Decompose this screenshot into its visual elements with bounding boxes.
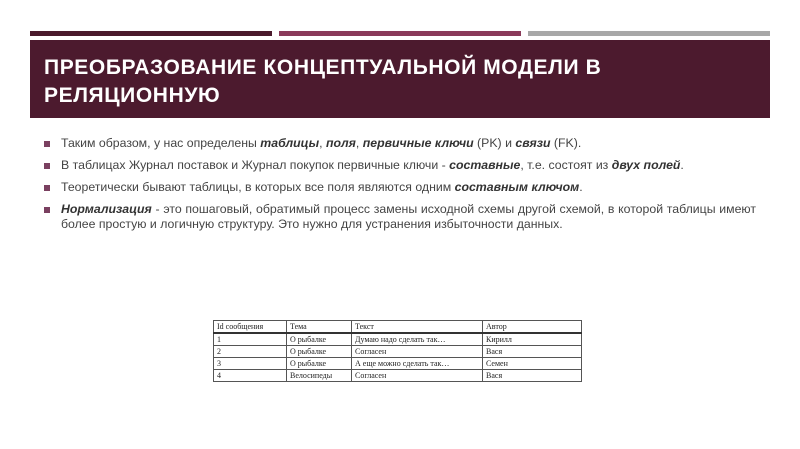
bullet-marker-icon [44, 185, 50, 191]
cell-author: Семен [483, 358, 582, 370]
bullet-list [44, 136, 756, 239]
cell-text: А еще можно сделать так… [352, 358, 483, 370]
emphasized-term: составные [449, 158, 521, 172]
column-header-topic: Тема [287, 321, 352, 334]
column-header-author: Автор [483, 321, 582, 334]
title-band [30, 40, 770, 118]
accent-bar-1 [30, 31, 272, 36]
table-header-row [214, 321, 582, 334]
cell-author: Вася [483, 346, 582, 358]
emphasized-term: связи [515, 136, 551, 150]
bullet-marker-icon [44, 163, 50, 169]
cell-id: 2 [214, 346, 287, 358]
emphasized-term: таблицы [260, 136, 320, 150]
cell-text: Согласен [352, 370, 483, 382]
cell-id: 1 [214, 333, 287, 346]
emphasized-term: двух полей [611, 158, 681, 172]
cell-topic: О рыбалке [287, 358, 352, 370]
bullet-text: - это пошаговый, обратимый процесс замены исходной схемы другой схемой, в которой таблицы имеют более простую и логичную структуру. Это нужно для устранения избыточности данных. [61, 202, 756, 231]
emphasized-term: поля [325, 136, 356, 150]
bullet-item [44, 180, 756, 195]
cell-topic: О рыбалке [287, 346, 352, 358]
bullet-text: Теоретически бывают таблицы, в которых все поля являются одним [61, 180, 455, 194]
bullet-text: , [355, 136, 363, 150]
cell-text: Согласен [352, 346, 483, 358]
table-row [214, 333, 582, 346]
bullet-text: . [680, 158, 684, 172]
cell-author: Вася [483, 370, 582, 382]
cell-text: Думаю надо сделать так… [352, 333, 483, 346]
cell-author: Кирилл [483, 333, 582, 346]
emphasized-term: составным ключом [454, 180, 580, 194]
cell-topic: О рыбалке [287, 333, 352, 346]
bullet-item [44, 158, 756, 173]
table-row [214, 346, 582, 358]
bullet-text: (PK) и [473, 136, 516, 150]
slide-title: ПРЕОБРАЗОВАНИЕ КОНЦЕПТУАЛЬНОЙ МОДЕЛИ В РЕЛЯЦИОННУЮ [44, 56, 602, 107]
bullet-text: , [319, 136, 326, 150]
bullet-text: , т.е. состоят из [520, 158, 612, 172]
bullet-text: В таблицах Журнал поставок и Журнал покупок первичные ключи - [61, 158, 450, 172]
column-header-id: Id сообщения [214, 321, 287, 334]
emphasized-term: Нормализация [61, 202, 152, 216]
data-table-container [213, 320, 582, 382]
cell-id: 3 [214, 358, 287, 370]
cell-id: 4 [214, 370, 287, 382]
accent-bar-3 [528, 31, 770, 36]
accent-bar-2 [279, 31, 521, 36]
bullet-text: . [579, 180, 583, 194]
bullet-item [44, 136, 756, 151]
cell-topic: Велосипеды [287, 370, 352, 382]
column-header-text: Текст [352, 321, 483, 334]
bullet-marker-icon [44, 141, 50, 147]
table-row [214, 358, 582, 370]
bullet-text: (FK). [550, 136, 582, 150]
messages-table [213, 320, 582, 382]
bullet-marker-icon [44, 207, 50, 213]
bullet-item [44, 202, 756, 232]
emphasized-term: первичные ключи [362, 136, 474, 150]
bullet-text: Таким образом, у нас определены [61, 136, 261, 150]
table-row [214, 370, 582, 382]
